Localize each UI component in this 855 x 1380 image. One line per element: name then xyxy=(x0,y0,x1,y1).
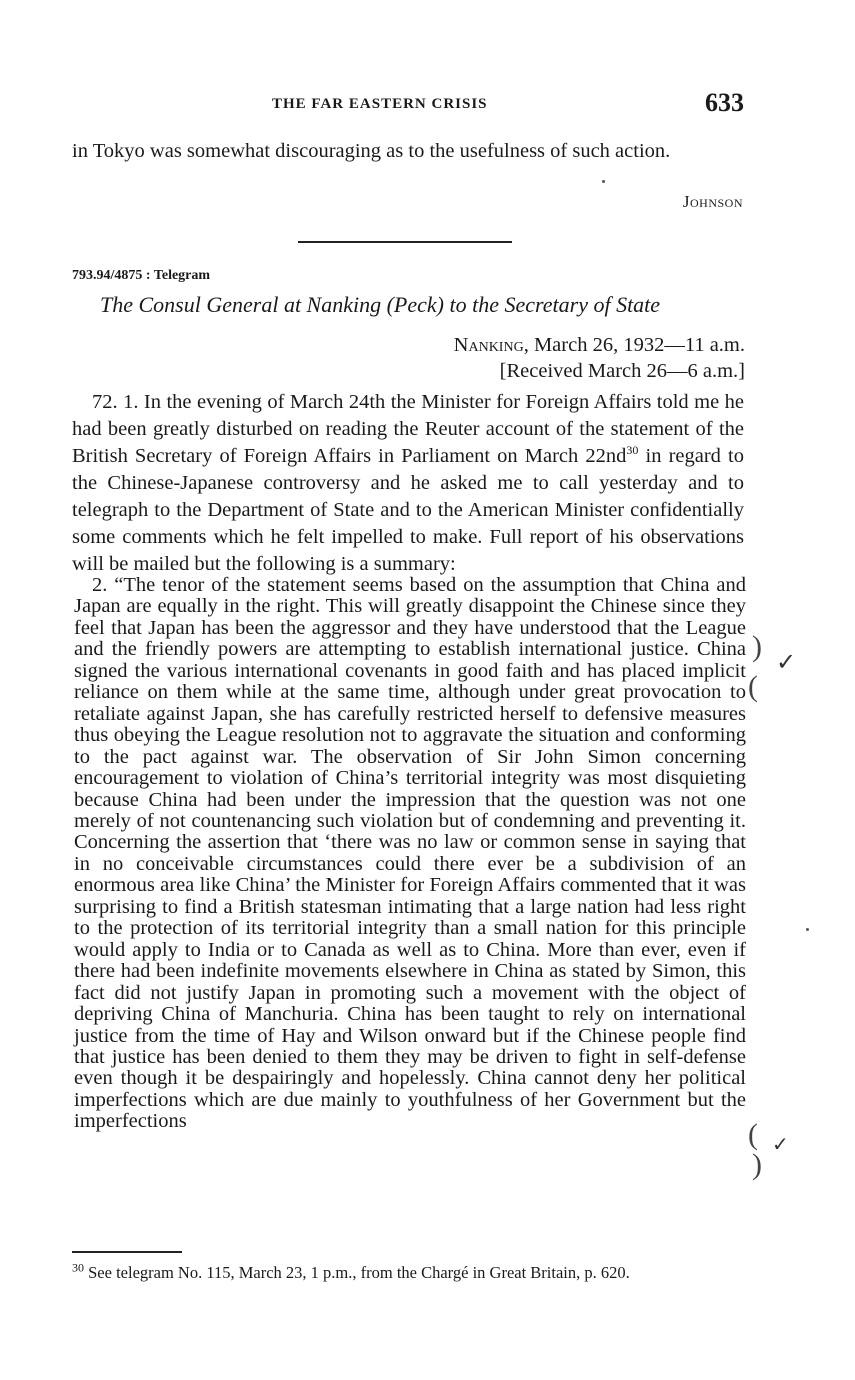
footnote-marker: 30 xyxy=(72,1260,84,1275)
continuation-paragraph: in Tokyo was somewhat discouraging as to the usefulness of such action. xyxy=(72,140,671,162)
check-mark-icon: ✓ xyxy=(772,1132,789,1156)
paragraph-1-text-b: in regard to the Chinese-Japanese controversy and he asked me to call yesterday and to telegraph to the Department of State and to the American Minister confidentially some comments which he felt impelled to make. Full report of his observations will be mailed but the following is a summary: xyxy=(72,445,744,575)
margin-bracket-top: ) xyxy=(752,630,762,663)
margin-dot xyxy=(602,180,605,183)
margin-bracket-lower-bottom: ) xyxy=(752,1148,762,1181)
paragraph-1-text-a: 72. 1. In the evening of March 24th the Minister for Foreign Affairs told me he had been greatly disturbed on reading the Reuter account of the statement of the British Secretary of Foreign Affairs in Parliament on March 22nd xyxy=(72,391,744,467)
margin-bracket-lower-top: ( xyxy=(748,1118,758,1151)
footnote-text: See telegram No. 115, March 23, 1 p.m., from the Chargé in Great Britain, p. 620. xyxy=(84,1263,630,1282)
received-line: [Received March 26—6 a.m.] xyxy=(499,360,745,382)
dateline xyxy=(454,334,745,357)
paragraph-2-quote: 2. “The tenor of the statement seems based on the assumption that China and Japan are equally in the right. This will greatly disappoint the Chinese since they feel that Japan has been the aggressor and they have understood that the League and the friendly powers are attempting to establish international justice. China signed the various international covenants in good faith and has placed implicit reliance on them while at the same time, although under great provocation to retaliate against Japan, she has carefully restricted herself to defensive measures thus obeying the League resolution not to aggravate the situation and conforming to the pact against war. The observation of Sir John Simon concerning encouragement to violation of China’s territorial integrity was most disquieting because China had been under the impression that the question was not one merely of not countenancing such violation but of condemning and preventing it. Concerning the assertion that ‘there was no law or common sense in saying that in no conceivable circumstances could there ever be a subdivision of an enormous area like China’ the Minister for Foreign Affairs commented that it was surprising to find a British statesman intimating that a large nation had less right to the protection of its territorial integrity than a small nation for this principle would apply to India or to Canada as well as to China. More than ever, even if there had been indefinite movements elsewhere in China as stated by Simon, this fact did not justify Japan in promoting such a movement with the object of depriving China of Manchuria. China has been taught to rely on international justice from the time of Hay and Wilson onward but if the Chinese people find that justice has been denied to them they may be driven to fight in self-defense even though it be despairingly and hopelessly. China cannot deny her political imperfections which are due mainly to youthfulness of her Government but the imperfections xyxy=(74,574,746,1133)
footnote-reference: 30 xyxy=(626,443,639,458)
footnote xyxy=(72,1260,750,1283)
signoff: Johnson xyxy=(682,192,743,211)
document-title: The Consul General at Nanking (Peck) to the Secretary of State xyxy=(100,292,661,317)
section-divider xyxy=(298,241,512,243)
margin-dot xyxy=(806,928,809,931)
page-number: 633 xyxy=(705,88,744,117)
dateline-date: March 26, 1932—11 a.m. xyxy=(533,334,745,356)
file-reference: 793.94/4875 : Telegram xyxy=(72,268,211,283)
paragraph-1 xyxy=(72,389,744,578)
footnote-rule xyxy=(72,1251,182,1253)
dateline-place: Nanking, xyxy=(453,334,529,356)
check-mark-icon: ✓ xyxy=(776,648,797,676)
margin-bracket-bottom: ( xyxy=(748,670,758,703)
running-head: THE FAR EASTERN CRISIS xyxy=(272,96,488,112)
page-header xyxy=(72,88,744,128)
